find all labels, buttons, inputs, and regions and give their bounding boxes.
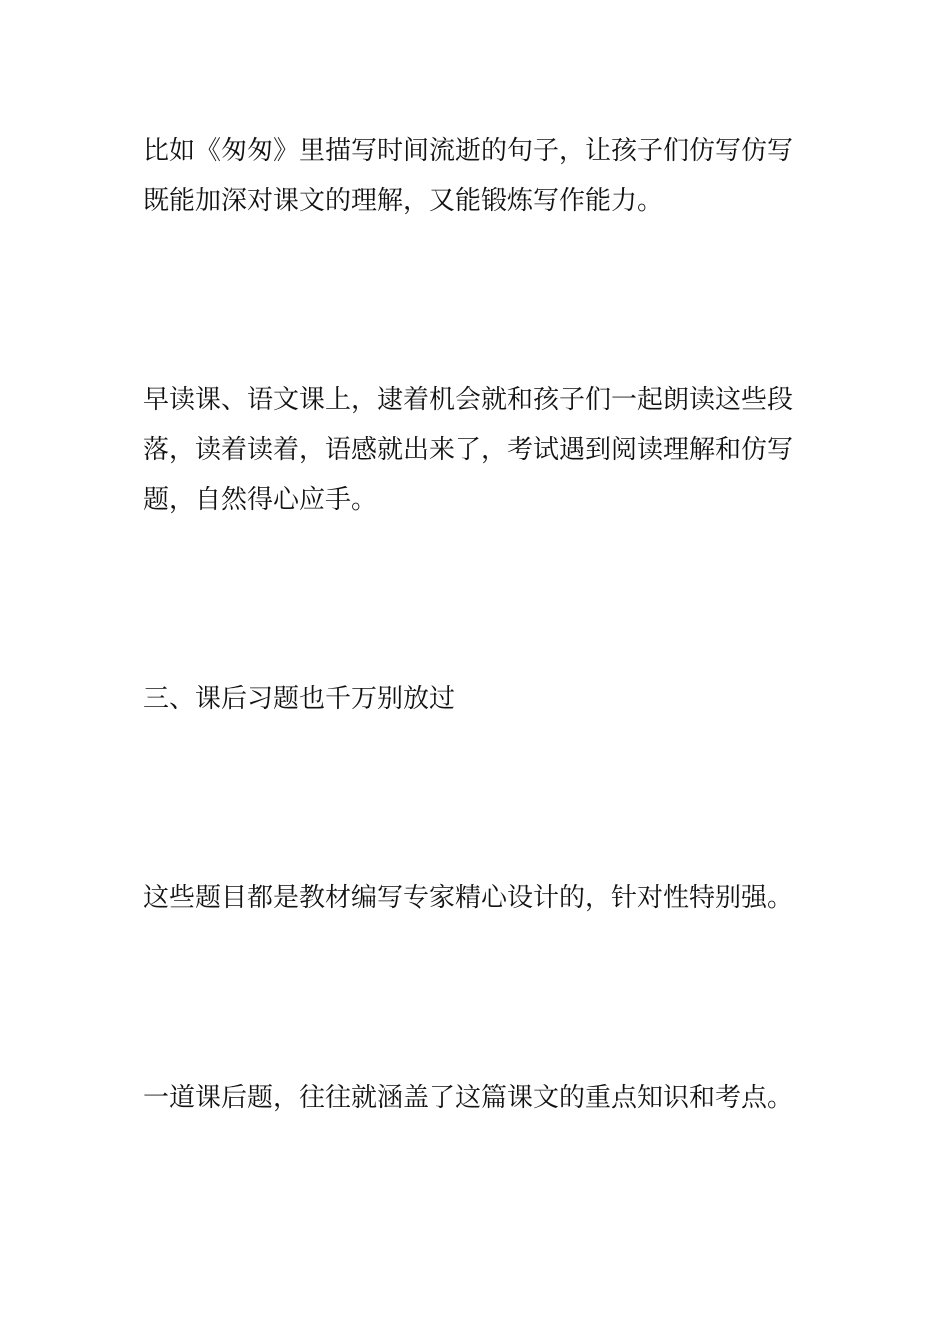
paragraph-exercises-coverage: [143, 1073, 811, 1123]
heading-text: 三、课后习题也千万别放过: [143, 684, 456, 714]
text-line: 一道课后题，往往就涵盖了这篇课文的重点知识和考点。: [143, 1083, 794, 1113]
text-line: 比如《匆匆》里描写时间流逝的句子，让孩子们仿写仿写: [143, 136, 794, 166]
text-line: 题，自然得心应手。: [143, 485, 378, 515]
text-line: 落，读着读着，语感就出来了，考试遇到阅读理解和仿写: [143, 435, 794, 465]
paragraph-exercises-design: [143, 873, 811, 923]
paragraph-reading-aloud: [143, 375, 811, 525]
section-heading: [143, 674, 811, 724]
text-line: 既能加深对课文的理解，又能锻炼写作能力。: [143, 186, 664, 216]
text-line: 早读课、语文课上，逮着机会就和孩子们一起朗读这些段: [143, 385, 794, 415]
paragraph-imitation-writing: [143, 126, 811, 226]
text-line: 这些题目都是教材编写专家精心设计的，针对性特别强。: [143, 883, 794, 913]
